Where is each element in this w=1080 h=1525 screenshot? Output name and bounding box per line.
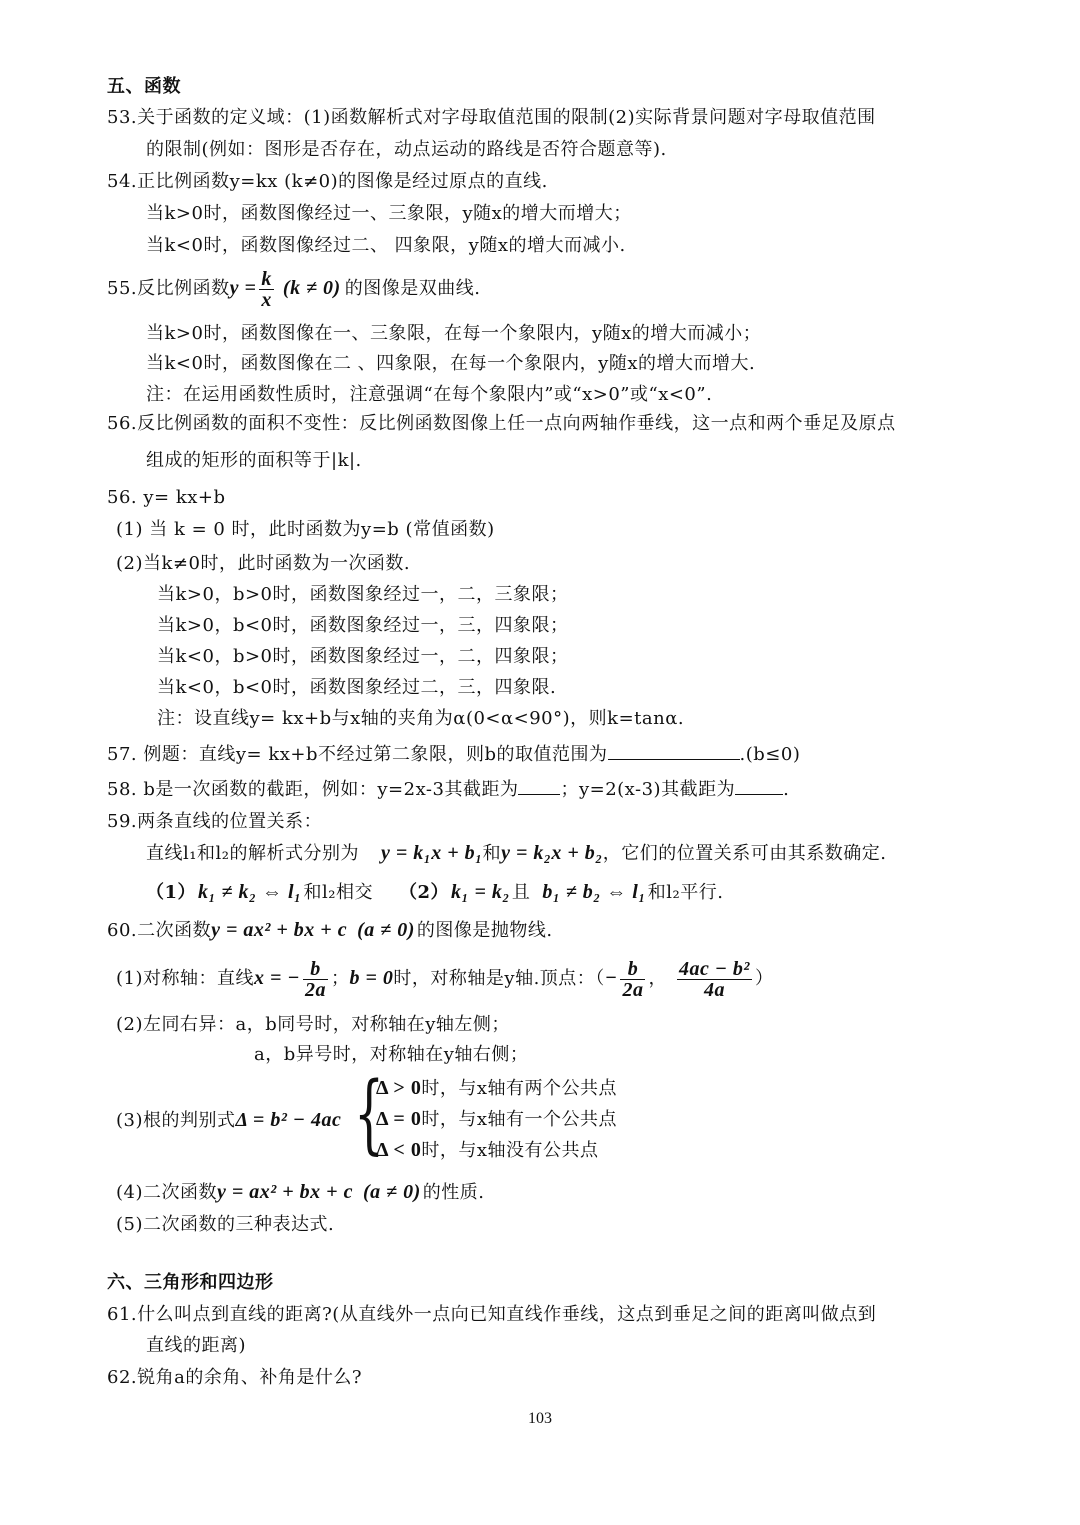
item-59-equations xyxy=(146,841,886,866)
answer-blank xyxy=(735,776,783,795)
item-60-axis xyxy=(116,956,773,1001)
item-55 xyxy=(107,266,480,311)
item-60-expressions: (5)二次函数的三种表达式. xyxy=(116,1214,335,1235)
item-55-fraction xyxy=(259,269,274,310)
relation-2-and: 且 xyxy=(511,882,531,903)
item-60-properties xyxy=(116,1180,484,1205)
item-60-opposite-sign: a，b异号时，对称轴在y轴右侧； xyxy=(254,1044,529,1065)
item-54-k-positive: 当k>0时，函数图像经过一、三象限，y随x的增大而增大； xyxy=(146,203,632,224)
item-55-k-negative: 当k<0时，函数图像在二 、四象限，在每一个象限内，y随x的增大而增大. xyxy=(146,353,756,374)
item-56-quadrant-d: 当k<0，b<0时，函数图象经过二，三，四象限. xyxy=(157,677,557,698)
vertex-y-denominator: 4a xyxy=(703,978,725,1001)
item-60-pre: 60.二次函数 xyxy=(107,920,212,941)
item-55-denominator: x xyxy=(261,288,272,311)
item-55-k-positive: 当k>0时，函数图像在一、三象限，在每一个象限内，y随x的增大而减小； xyxy=(146,323,762,344)
item-56-case1: (1) 当 k = 0 时，此时函数为y=b (常值函数) xyxy=(116,519,495,540)
vertex-x-fraction xyxy=(620,959,645,1000)
case-1-text: 时，与x轴有两个公共点 xyxy=(421,1078,617,1099)
case-2-condition: Δ = 0 xyxy=(376,1108,422,1130)
item-58-end: . xyxy=(783,779,790,800)
axis-numerator: b xyxy=(303,959,328,980)
item-60-post: 的图像是抛物线. xyxy=(416,920,553,941)
item-53-line1: 53.关于函数的定义域：(1)函数解析式对字母取值范围的限制(2)实际背景问题对字母取值范围 xyxy=(107,107,876,128)
item-59: 59.两条直线的位置关系： xyxy=(107,811,323,832)
axis-pre: (1)对称轴：直线 xyxy=(116,968,254,989)
discriminant-pre: (3)根的判别式 xyxy=(116,1110,236,1131)
item-61-line2: 直线的距离) xyxy=(146,1335,247,1356)
properties-post: 的性质. xyxy=(422,1182,485,1203)
relation-2-condition-b: b₁ ≠ b₂ ⇔ l₁ xyxy=(542,881,646,903)
discriminant-case-3 xyxy=(376,1138,599,1163)
item-60-same-sign: (2)左同右异：a，b同号时，对称轴在y轴左侧； xyxy=(116,1014,510,1035)
section-title-functions: 五、函数 xyxy=(107,76,181,97)
item-56-quadrant-a: 当k>0，b>0时，函数图象经过一，二，三象限； xyxy=(157,584,569,605)
case-3-condition: Δ < 0 xyxy=(376,1139,422,1161)
line1-equation: y = k₁x + b₁ xyxy=(380,842,483,864)
discriminant-case-1 xyxy=(376,1076,617,1101)
item-56-case2: (2)当k≠0时，此时函数为一次函数. xyxy=(116,553,411,574)
item-55-prefix: 55.反比例函数 xyxy=(107,278,230,299)
vertex-y-numerator: 4ac − b² xyxy=(678,957,750,980)
relation-2-condition-k: k₁ = k₂ xyxy=(451,881,510,903)
discriminant-formula: Δ = b² − 4ac xyxy=(235,1109,342,1131)
item-56-line1: 56.反比例函数的面积不变性：反比例函数图像上任一点向两轴作垂线，这一点和两个垂足及原点 xyxy=(107,413,896,434)
item-56-quadrant-b: 当k>0，b<0时，函数图象经过一，三，四象限； xyxy=(157,615,569,636)
properties-pre: (4)二次函数 xyxy=(116,1182,217,1203)
properties-equation: y = ax² + bx + c xyxy=(217,1181,353,1203)
item-56-quadrant-c: 当k<0，b>0时，函数图象经过一，二，四象限； xyxy=(157,646,569,667)
axis-fraction xyxy=(303,959,328,1000)
b-zero: b = 0 xyxy=(349,967,394,989)
answer-blank xyxy=(608,741,740,760)
vertex-x-denominator: 2a xyxy=(622,978,644,1001)
item-61-line1: 61.什么叫点到直线的距离?(从直线外一点向已知直线作垂线，这点到垂足之间的距离叫做点到 xyxy=(107,1304,877,1325)
quadratic-condition: (a ≠ 0) xyxy=(357,919,415,941)
vertex-close: ） xyxy=(754,968,774,989)
case-3-text: 时，与x轴没有公共点 xyxy=(421,1140,599,1161)
item-57 xyxy=(107,741,800,767)
discriminant-label xyxy=(116,1108,341,1133)
relation-1-condition: k₁ ≠ k₂ ⇔ l₁ xyxy=(198,881,302,903)
item-55-numerator: k xyxy=(261,267,272,290)
case-2-text: 时，与x轴有一个公共点 xyxy=(421,1109,617,1130)
vertex-y-fraction xyxy=(677,959,752,1000)
item-58-text: 58. b是一次函数的截距，例如：y=2x-3其截距为 xyxy=(107,779,519,800)
case-1-condition: Δ > 0 xyxy=(376,1077,422,1099)
item-62: 62.锐角a的余角、补角是什么? xyxy=(107,1367,363,1388)
item-57-question: 57. 例题：直线y= kx+b不经过第二象限，则b的取值范围为 xyxy=(107,744,608,765)
item-59-pre: 直线l₁和l₂的解析式分别为 xyxy=(146,843,359,864)
axis-lhs: x = − xyxy=(254,967,301,989)
relation-1-text: 和l₂相交 xyxy=(303,882,373,903)
section-title-triangles: 六、三角形和四边形 xyxy=(107,1272,274,1293)
item-58 xyxy=(107,776,789,802)
relation-1-number: （1） xyxy=(146,882,197,903)
properties-condition: (a ≠ 0) xyxy=(362,1181,421,1203)
item-55-suffix: 的图像是双曲线. xyxy=(344,278,481,299)
item-54-k-negative: 当k<0时，函数图像经过二、 四象限，y随x的增大而减小. xyxy=(146,235,626,256)
item-58-mid: ；y=2(x-3)其截距为 xyxy=(560,779,736,800)
item-59-and: 和 xyxy=(482,843,502,864)
brace-glyph: { xyxy=(354,1064,385,1164)
item-55-lhs: y = xyxy=(229,277,257,299)
item-56-note: 注：设直线y= kx+b与x轴的夹角为α(0<α<90°)，则k=tanα. xyxy=(157,708,685,729)
item-59-post: ，它们的位置关系可由其系数确定. xyxy=(602,843,887,864)
item-57-answer: .(b≤0) xyxy=(739,744,801,765)
item-54: 54.正比例函数y=kx (k≠0)的图像是经过原点的直线. xyxy=(107,171,548,192)
vertex-comma: ， xyxy=(648,968,667,989)
relation-2-text: 和l₂平行. xyxy=(647,882,724,903)
answer-blank xyxy=(518,776,560,795)
item-53-line2: 的限制(例如：图形是否存在，动点运动的路线是否符合题意等). xyxy=(146,139,667,160)
item-56-line2: 组成的矩形的面积等于|k|. xyxy=(146,450,362,471)
vertex-x-numerator: b xyxy=(620,959,645,980)
quadratic-equation: y = ax² + bx + c xyxy=(211,919,348,941)
vertex-label: 时，对称轴是y轴.顶点：（ xyxy=(393,968,605,989)
axis-sep: ； xyxy=(331,968,350,989)
item-60 xyxy=(107,918,553,943)
vertex-neg: − xyxy=(604,967,618,989)
item-59-relations xyxy=(146,880,724,905)
line2-equation: y = k₂x + b₂ xyxy=(501,842,603,864)
page-number: 103 xyxy=(528,1410,552,1427)
item-55-condition: (k ≠ 0) xyxy=(282,277,341,299)
discriminant-case-2 xyxy=(376,1107,617,1132)
item-55-note: 注：在运用函数性质时，注意强调“在每个象限内”或“x>0”或“x<0”. xyxy=(146,384,713,405)
item-56-linear: 56. y= kx+b xyxy=(107,487,226,508)
relation-2-number: （2） xyxy=(398,882,449,903)
axis-denominator: 2a xyxy=(305,978,327,1001)
